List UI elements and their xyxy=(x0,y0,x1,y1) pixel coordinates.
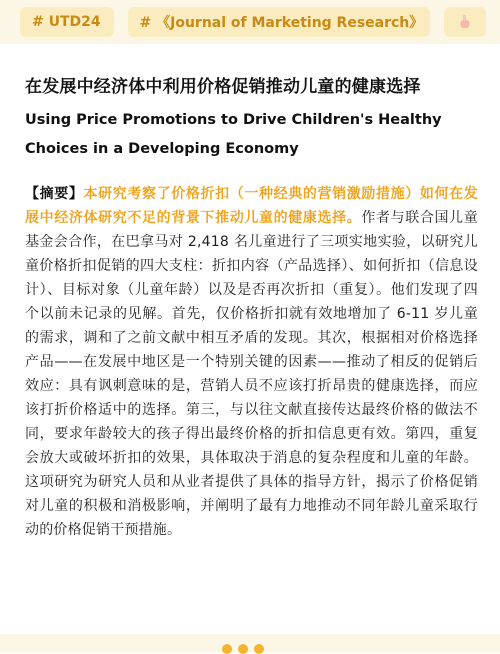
hand-pointing-icon-glyph xyxy=(457,14,473,30)
article-title-zh: 在发展中经济体中利用价格促销推动儿童的健康选择 xyxy=(25,77,421,97)
article-content xyxy=(0,44,500,634)
hand-pointing-icon[interactable] xyxy=(444,7,486,37)
tag-journal-label: # 《Journal of Marketing Research》 xyxy=(139,15,424,31)
dot-1 xyxy=(222,644,232,654)
tag-bar xyxy=(0,0,500,44)
tag-utd24-label: # UTD24 xyxy=(32,14,101,30)
tag-utd24[interactable] xyxy=(20,7,114,37)
abstract-body: 作者与联合国儿童基金会合作，在巴拿马对 2,418 名儿童进行了三项实地实验，以研究儿童价格折扣促销的四大支柱：折扣内容（产品选择）、如何折扣（信息设计）、目标对象（儿童年龄）以及是否再次折扣（重复）。他们发现了四个以前未记录的见解。首先，仅价格折扣就有效地增加了 6-11 岁儿童的需求，调和了之前文献中相互矛盾的发现。其次，根据相对价格选择产品——在发展中地区是一个特别关键的因素——推动了相反的促销后效应：具有讽刺意味的是，营销人员不应该打折昂贵的健康选择，而应该打折价格适中的选择。第三，与以往文献直接传达最终价格的做法不同，要求年龄较大的孩子得出最终价格的折扣信息更有效。第四，重复会放大或破坏折扣的效果，具体取决于消息的复杂程度和儿童的年龄。这项研究为研究人员和从业者提供了具体的指导方针，揭示了价格促销对儿童的积极和消极影响，并阐明了最有力地推动不同年龄儿童采取行动的价格促销干预措施。 xyxy=(25,210,478,538)
abstract-paragraph xyxy=(25,182,478,542)
dot-2 xyxy=(238,644,248,654)
tag-journal[interactable] xyxy=(128,7,430,37)
abstract-highlight: 本研究考察了价格折扣（一种经典的营销激励措施）如何在发展中经济体研究不足的背景下推动儿童的健康选择。 xyxy=(25,186,478,226)
dot-3 xyxy=(254,644,264,654)
article-title-en: Using Price Promotions to Drive Children's Healthy Choices in a Developing Economy xyxy=(25,112,442,157)
abstract-label: 【摘要】 xyxy=(25,186,84,202)
page-dots xyxy=(222,644,264,654)
footer-bar xyxy=(0,634,500,652)
